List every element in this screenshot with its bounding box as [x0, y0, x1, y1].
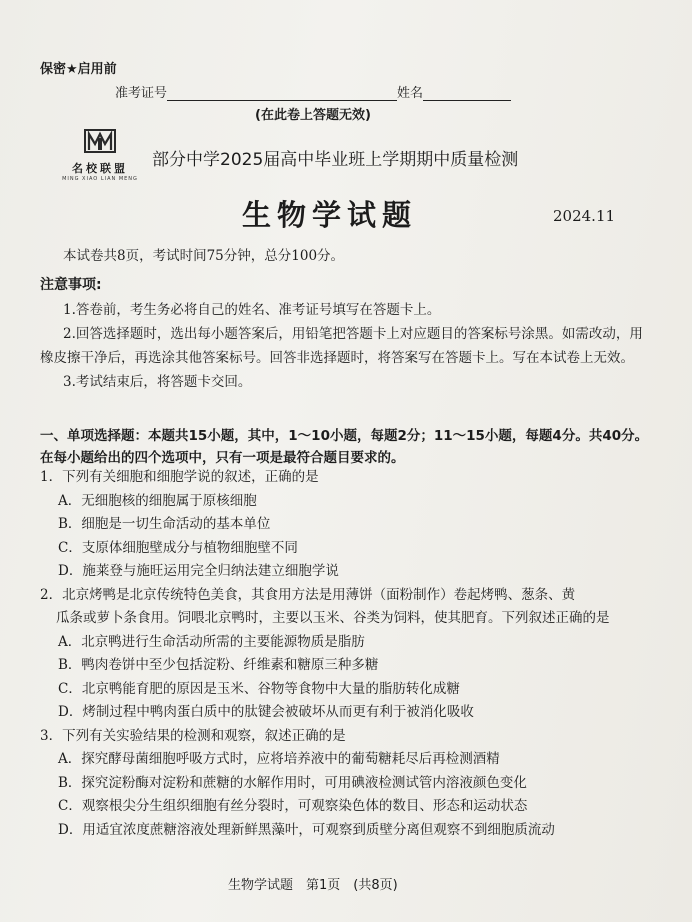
logo-pinyin: MING XIAO LIAN MENG [62, 176, 138, 182]
page-footer: 生物学试题 第1页 (共8页) [228, 878, 398, 893]
logo-name: 名校联盟 [72, 162, 128, 175]
confidential-label: 保密★启用前 [40, 62, 117, 77]
subject-title: 生物学试题 [242, 198, 418, 232]
section-heading: 一、单项选择题：本题共15小题，其中，1～10小题，每题2分；11～15小题，每题4分。共40分。在每小题给出的四个选项中，只有一项是最符合题目要求的。 [40, 428, 649, 466]
option-a: A．探究酵母菌细胞呼吸方式时，应将培养液中的葡萄糖耗尽后再检测酒精 [58, 751, 500, 767]
option-b: B．探究淀粉酶对淀粉和蔗糖的水解作用时，可用碘液检测试管内溶液颜色变化 [58, 774, 527, 791]
question-stem: 3．下列有关实验结果的检测和观察，叙述正确的是 [40, 727, 346, 744]
option-a: A．无细胞核的细胞属于原核细胞 [58, 492, 257, 509]
exam-date: 2024.11 [553, 207, 616, 225]
exam-id-label: 准考证号 [115, 86, 168, 101]
name-label: 姓名 [397, 86, 424, 101]
notice-title: 注意事项: [40, 277, 102, 293]
option-c: C．支原体细胞壁成分与植物细胞壁不同 [58, 539, 298, 556]
option-a: A．北京鸭进行生命活动所需的主要能源物质是脂肪 [58, 633, 365, 650]
exam-title: 部分中学2025届高中毕业班上学期期中质量检测 [152, 150, 519, 170]
exam-id-blank[interactable] [167, 86, 397, 101]
notice-item: 3.考试结束后，将答题卡交回。 [63, 374, 252, 390]
question-2 [40, 584, 665, 725]
option-b: B．鸭肉卷饼中至少包括淀粉、纤维素和糖原三种多糖 [58, 657, 379, 673]
invalid-note: (在此卷上答题无效) [255, 108, 371, 123]
option-c: C．北京鸭能育肥的原因是玉米、谷物等食物中大量的脂肪转化成糖 [58, 680, 460, 697]
candidate-info-line [115, 82, 511, 101]
exam-intro: 本试卷共8页，考试时间75分钟，总分100分。 [63, 248, 345, 264]
notice-list [40, 298, 655, 394]
option-b: B．细胞是一切生命活动的基本单位 [58, 516, 271, 532]
question-stem-continued: 瓜条或萝卜条食用。饲喂北京鸭时，主要以玉米、谷类为饲料，使其肥育。下列叙述正确的是 [56, 610, 610, 626]
option-d: D．烤制过程中鸭肉蛋白质中的肽键会被破坏从而更有利于被消化吸收 [58, 704, 474, 720]
alliance-logo [60, 128, 140, 182]
option-d: D．用适宜浓度蔗糖溶液处理新鲜黑藻叶，可观察到质壁分离但观察不到细胞质流动 [58, 821, 555, 838]
question-1 [40, 466, 665, 584]
question-stem: 2．北京烤鸭是北京传统特色美食，其食用方法是用薄饼（面粉制作）卷起烤鸭、葱条、黄 [40, 586, 576, 603]
notice-item: 2.回答选择题时，选出每小题答案后，用铅笔把答题卡上对应题目的答案标号涂黑。如需改动，用橡皮擦干净后，再选涂其他答案标号。回答非选择题时，将答案写在答题卡上。写在本试卷上无效。 [40, 326, 643, 366]
option-d: D．施莱登与施旺运用完全归纳法建立细胞学说 [58, 563, 339, 579]
option-c: C．观察根尖分生组织细胞有丝分裂时，可观察染色体的数目、形态和运动状态 [58, 798, 528, 814]
question-3 [40, 725, 665, 843]
question-list [40, 466, 665, 842]
name-blank[interactable] [423, 86, 511, 101]
question-stem: 1．下列有关细胞和细胞学说的叙述，正确的是 [40, 469, 319, 485]
notice-item: 1.答卷前，考生务必将自己的姓名、准考证号填写在答题卡上。 [63, 302, 441, 318]
logo-mark-icon [83, 128, 117, 154]
